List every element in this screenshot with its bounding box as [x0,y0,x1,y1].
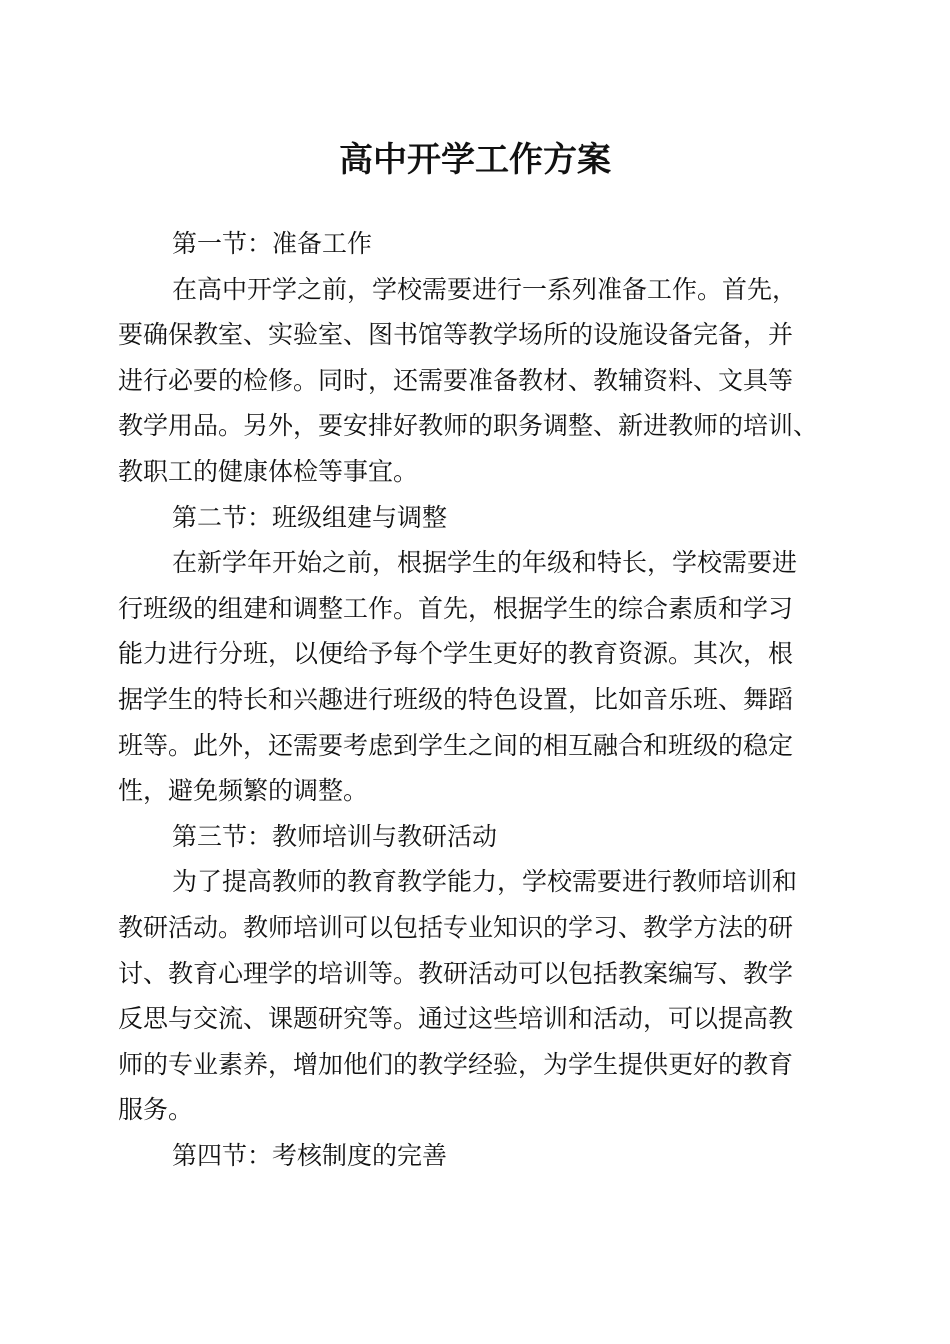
paragraph-line: 行班级的组建和调整工作。首先，根据学生的综合素质和学习 [118,593,794,623]
paragraph-line: 教职工的健康体检等事宜。 [118,456,419,486]
paragraph-line: 服务。 [118,1095,194,1125]
paragraph-line: 班等。此外，还需要考虑到学生之间的相互融合和班级的稳定 [118,730,794,760]
paragraph-line: 反思与交流、课题研究等。通过这些培训和活动，可以提高教 [118,1004,794,1034]
document-title: 高中开学工作方案 [339,140,611,180]
paragraph-line: 要确保教室、实验室、图书馆等教学场所的设施设备完备，并 [118,320,794,350]
paragraph-line: 讨、教育心理学的培训等。教研活动可以包括教案编写、教学 [118,958,794,988]
paragraph-line: 师的专业素养，增加他们的教学经验，为学生提供更好的教育 [118,1049,794,1079]
paragraph-line: 能力进行分班，以便给予每个学生更好的教育资源。其次，根 [118,639,794,669]
section-heading: 第一节：准备工作 [172,229,373,258]
paragraph-line: 在新学年开始之前，根据学生的年级和特长，学校需要进 [172,548,798,578]
paragraph-line: 性，避免频繁的调整。 [118,776,369,806]
document-body [118,221,828,1178]
section-heading: 第三节：教师培训与教研活动 [172,821,498,851]
section-heading: 第四节：考核制度的完善 [172,1140,448,1170]
paragraph-line: 教学用品。另外，要安排好教师的职务调整、新进教师的培训、 [118,411,819,441]
paragraph-line: 据学生的特长和兴趣进行班级的特色设置，比如音乐班、舞蹈 [118,684,794,714]
paragraph-line: 在高中开学之前，学校需要进行一系列准备工作。首先， [172,274,798,304]
section-heading: 第二节：班级组建与调整 [172,502,448,532]
paragraph-line: 教研活动。教师培训可以包括专业知识的学习、教学方法的研 [118,912,794,942]
paragraph-line: 进行必要的检修。同时，还需要准备教材、教辅资料、文具等 [118,365,794,395]
paragraph-line: 为了提高教师的教育教学能力，学校需要进行教师培训和 [172,867,798,897]
